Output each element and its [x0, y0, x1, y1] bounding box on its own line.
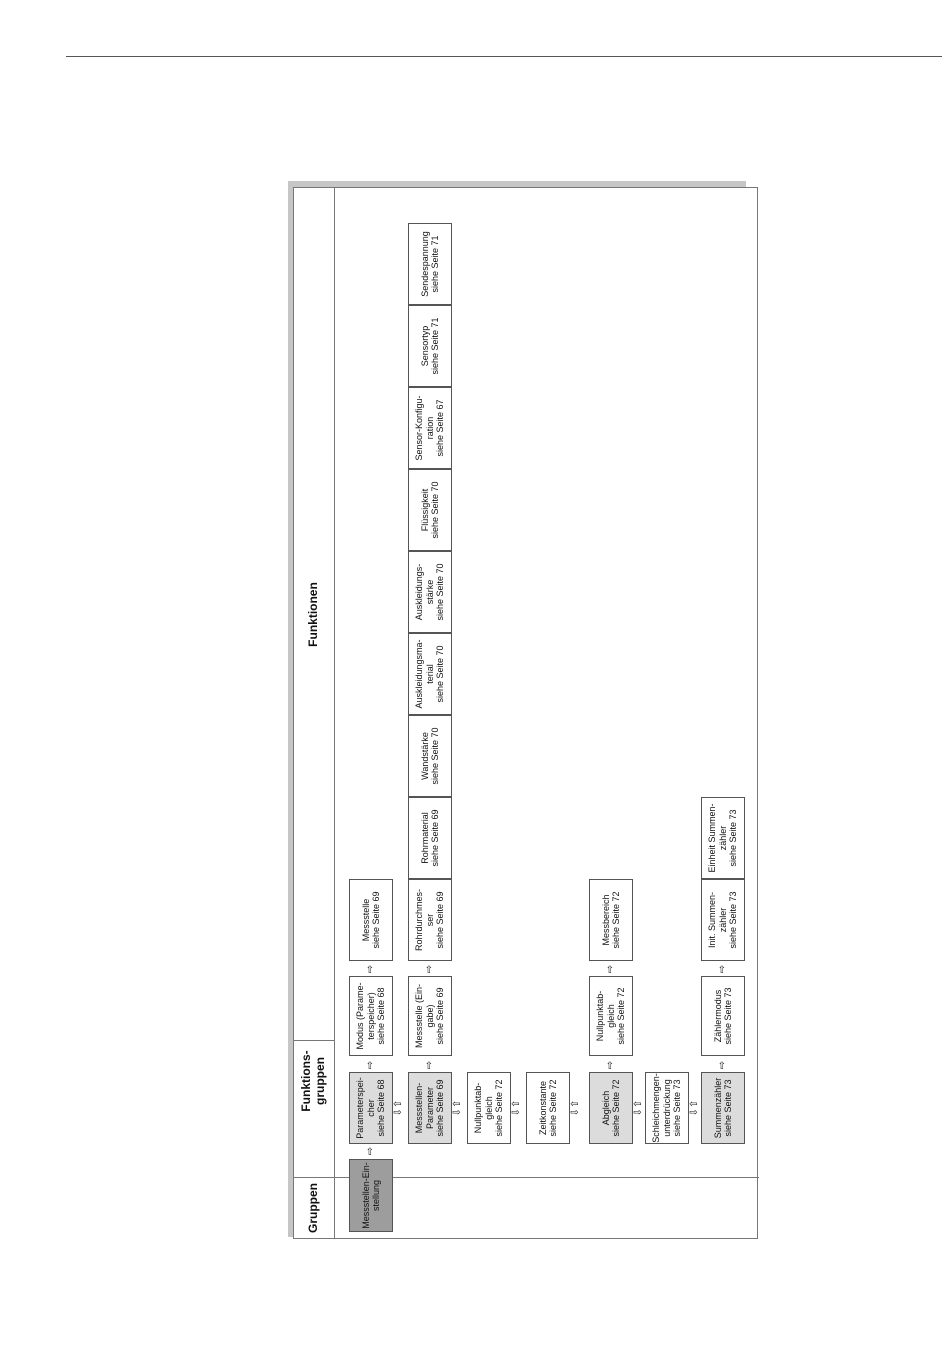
box-line: siehe Seite 72 — [616, 987, 627, 1045]
box-line: Abgleich — [600, 1090, 611, 1126]
box-line: Sensor-Konfigu- — [414, 395, 425, 461]
arrow-updown-icon: ⇩⇧ — [511, 1099, 522, 1117]
diagram-stage — [293, 187, 758, 1239]
box-line: siehe Seite 69 — [371, 891, 381, 949]
box-line: siehe Seite 73 — [672, 1079, 683, 1137]
func-init-summenzaehler[interactable] — [701, 879, 745, 961]
func-rohrdurchmesser[interactable] — [408, 879, 452, 961]
arrow-right-icon: ⇨ — [424, 1060, 435, 1070]
func-sendespannung[interactable] — [408, 223, 452, 305]
func-auskleidungsmaterial[interactable] — [408, 633, 452, 715]
arrow-updown-icon: ⇩⇧ — [393, 1099, 404, 1117]
box-line: cher — [365, 1099, 376, 1117]
header-funktionsgruppen — [299, 1042, 327, 1120]
box-line: ration — [424, 416, 435, 440]
fgroup-nullpunktabgleich[interactable] — [467, 1072, 511, 1144]
box-line: Messstelle — [360, 898, 371, 942]
box-line: gabe) — [424, 1004, 435, 1028]
arrow-updown-icon: ⇩⇧ — [452, 1099, 463, 1117]
func-auskleidungsstaerke[interactable] — [408, 551, 452, 633]
top-rule — [66, 56, 942, 57]
box-line: siehe Seite 68 — [376, 987, 387, 1045]
box-line: Flüssigkeit — [419, 488, 430, 532]
box-line: siehe Seite 73 — [728, 809, 739, 867]
box-line: siehe Seite 73 — [723, 987, 733, 1045]
box-line: Nullpunktab- — [595, 990, 606, 1042]
func-nullpunktabgleich[interactable] — [589, 976, 633, 1056]
box-line: siehe Seite 68 — [376, 1079, 387, 1137]
func-zaehlermodus[interactable] — [701, 976, 745, 1056]
box-line: Parameterspei- — [355, 1077, 366, 1139]
box-line: siehe Seite 71 — [430, 235, 440, 293]
func-sensortyp[interactable] — [408, 305, 452, 387]
fgroup-messstellen-parameter[interactable] — [408, 1072, 452, 1144]
arrow-right-icon: ⇨ — [717, 964, 728, 974]
group-messstellen-einstellung[interactable] — [349, 1159, 393, 1232]
box-line: Zeitkonstante — [537, 1080, 548, 1136]
fgroup-summenzaehler[interactable] — [701, 1072, 745, 1144]
box-line: Summenzähler — [712, 1077, 723, 1139]
arrow-right-icon: ⇨ — [717, 1060, 728, 1070]
header-rule — [334, 188, 335, 1238]
box-line: Messstelle (Ein- — [414, 984, 425, 1049]
box-line: unterdrückung — [661, 1079, 672, 1137]
fgroup-schleichmengenunterdrueckung[interactable] — [645, 1072, 689, 1144]
box-line: Schleichmengen- — [651, 1073, 662, 1143]
box-line: Auskleidungs- — [414, 563, 425, 621]
arrow-updown-icon: ⇩⇧ — [689, 1099, 700, 1117]
func-messbereich[interactable] — [589, 879, 633, 961]
func-sensor-konfiguration[interactable] — [408, 387, 452, 469]
box-line: siehe Seite 70 — [430, 481, 440, 539]
box-line: Sendespannung — [419, 231, 430, 297]
box-line: Sensortyp — [419, 325, 430, 367]
box-line: Rohrdurchmes- — [414, 888, 425, 952]
func-modus-parameterspeicher[interactable] — [349, 976, 393, 1056]
header-funktionen: Funktionen — [306, 582, 320, 647]
box-line: gleich — [483, 1096, 494, 1120]
box-line: Nullpunktab- — [473, 1082, 484, 1134]
box-line: siehe Seite 73 — [728, 891, 739, 949]
func-wandstaerke[interactable] — [408, 715, 452, 797]
func-messstelle-eingabe[interactable] — [408, 976, 452, 1056]
box-line: siehe Seite 70 — [430, 727, 440, 785]
box-line: siehe Seite 69 — [435, 891, 446, 949]
function-matrix-table — [293, 187, 758, 1239]
header-funktionsgruppen-line1: Funktions- — [299, 1050, 313, 1112]
fgroup-zeitkonstante[interactable] — [526, 1072, 570, 1144]
arrow-right-icon: ⇨ — [605, 1060, 616, 1070]
box-line: siehe Seite 67 — [435, 399, 446, 457]
box-line: Modus (Parame- — [355, 982, 366, 1050]
func-rohrmaterial[interactable] — [408, 797, 452, 879]
box-line: siehe Seite 69 — [435, 987, 446, 1045]
box-line: Messbereich — [600, 894, 611, 946]
box-line: ser — [424, 913, 435, 927]
box-line: siehe Seite 70 — [435, 563, 446, 621]
arrow-right-icon: ⇨ — [605, 964, 616, 974]
arrow-updown-icon: ⇩⇧ — [570, 1099, 581, 1117]
header-gruppen: Gruppen — [306, 1183, 320, 1233]
fgroup-abgleich[interactable] — [589, 1072, 633, 1144]
box-line: siehe Seite 69 — [430, 809, 440, 867]
box-line: Init. Summen- — [707, 891, 718, 949]
box-line: terspeicher) — [365, 992, 376, 1040]
box-line: siehe Seite 72 — [611, 1079, 621, 1137]
box-line: Wandstärke — [419, 732, 430, 780]
box-line: Zählermodus — [712, 989, 723, 1043]
box-line: zähler — [717, 907, 728, 933]
box-line: siehe Seite 69 — [435, 1079, 446, 1137]
box-line: Rohrmaterial — [419, 812, 430, 864]
header-funktionsgruppen-line2: gruppen — [313, 1057, 327, 1105]
box-line: siehe Seite 70 — [435, 645, 446, 703]
box-line: siehe Seite 73 — [723, 1079, 733, 1137]
func-messstelle[interactable] — [349, 879, 393, 961]
func-einheit-summenzaehler[interactable] — [701, 797, 745, 879]
box-line: Einheit Summen- — [707, 803, 718, 873]
box-line: terial — [424, 664, 435, 684]
box-line: siehe Seite 72 — [548, 1079, 558, 1137]
box-line: siehe Seite 71 — [430, 317, 440, 375]
box-line: Messstellen- — [414, 1082, 425, 1134]
arrow-updown-icon: ⇩⇧ — [633, 1099, 644, 1117]
box-line: zähler — [717, 825, 728, 851]
box-line: Messstellen-Ein- — [360, 1162, 371, 1229]
arrow-right-icon: ⇨ — [365, 964, 376, 974]
arrow-right-icon: ⇨ — [365, 1146, 376, 1156]
rotated-table — [293, 187, 758, 1239]
func-fluessigkeit[interactable] — [408, 469, 452, 551]
box-line: siehe Seite 72 — [611, 891, 621, 949]
box-line: siehe Seite 72 — [494, 1079, 505, 1137]
box-line: stellung — [371, 1179, 381, 1212]
box-line: stärke — [424, 579, 435, 605]
arrow-right-icon: ⇨ — [365, 1060, 376, 1070]
box-line: Auskleidungsma- — [414, 639, 425, 709]
box-line: gleich — [605, 1004, 616, 1028]
arrow-right-icon: ⇨ — [424, 964, 435, 974]
fgroup-parameterspeicher[interactable] — [349, 1072, 393, 1144]
box-line: Parameter — [424, 1086, 435, 1130]
